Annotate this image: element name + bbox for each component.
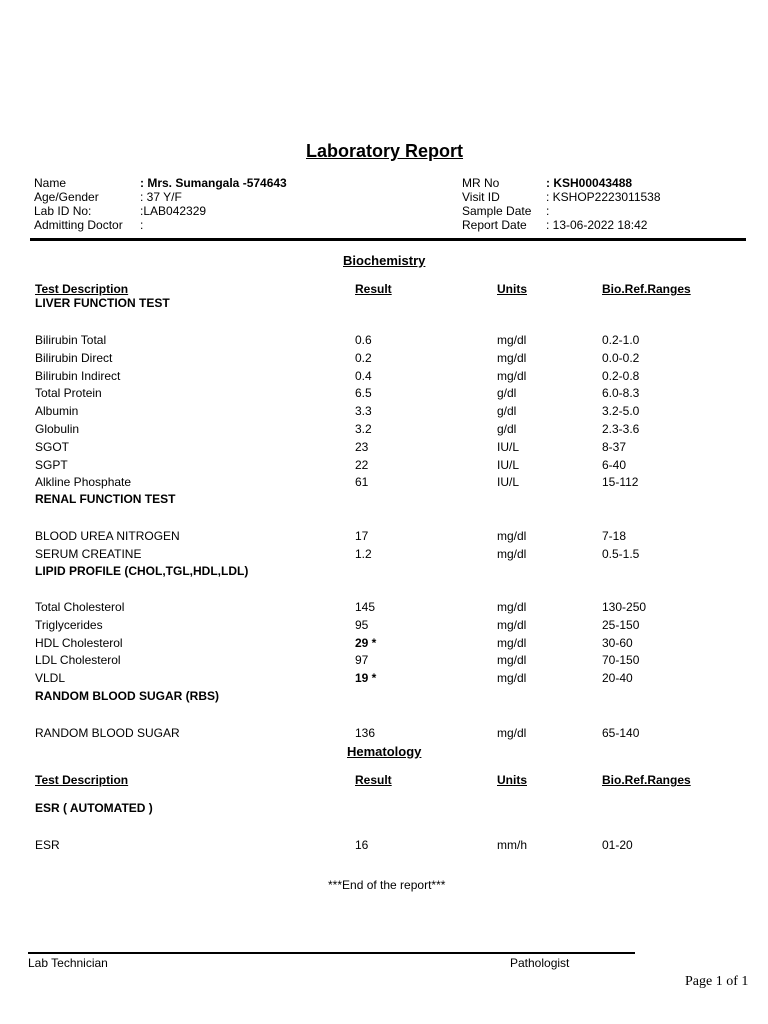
column-header-result: Result — [355, 282, 392, 296]
test-name: HDL Cholesterol — [35, 635, 123, 650]
test-name: SERUM CREATINE — [35, 546, 142, 561]
column-header-ranges: Bio.Ref.Ranges — [602, 773, 691, 787]
reference-range: 7-18 — [602, 529, 627, 543]
reference-range: 0.5-1.5 — [602, 546, 640, 561]
test-name: Total Protein — [35, 386, 102, 401]
patient-right-label-2: Sample Date — [462, 204, 532, 218]
result-value: 22 — [355, 457, 369, 472]
test-name: Bilirubin Indirect — [35, 368, 121, 383]
lab-technician-label: Lab Technician — [28, 956, 108, 970]
units-value: IU/L — [497, 439, 520, 454]
test-name: Alkline Phosphate — [35, 475, 132, 490]
reference-range: 15-112 — [602, 475, 639, 490]
units-value: mg/dl — [497, 368, 527, 383]
footer-divider — [28, 952, 635, 954]
units-value: mg/dl — [497, 546, 527, 561]
reference-range: 2.3-3.6 — [602, 422, 640, 436]
reference-range: 01-20 — [602, 838, 633, 852]
test-group-title: RANDOM BLOOD SUGAR (RBS) — [35, 689, 219, 703]
section-heading-biochemistry: Biochemistry — [343, 253, 426, 268]
test-group-title: RENAL FUNCTION TEST — [35, 492, 176, 506]
reference-range: 8-37 — [602, 439, 627, 454]
reference-range: 130-250 — [602, 600, 647, 614]
reference-range: 3.2-5.0 — [602, 404, 640, 419]
test-name: SGOT — [35, 439, 70, 454]
units-value: g/dl — [497, 404, 517, 419]
units-value: IU/L — [497, 457, 520, 472]
test-name: Globulin — [35, 422, 80, 436]
reference-range: 30-60 — [602, 635, 633, 650]
reference-range: 65-140 — [602, 726, 640, 740]
units-value: mg/dl — [497, 333, 527, 347]
test-group-title: ESR ( AUTOMATED ) — [35, 801, 153, 815]
test-name: Bilirubin Direct — [35, 350, 113, 365]
test-group-title: LIPID PROFILE (CHOL,TGL,HDL,LDL) — [35, 564, 249, 578]
test-group-title: LIVER FUNCTION TEST — [35, 296, 170, 310]
result-value: 95 — [355, 617, 369, 632]
reference-range: 20-40 — [602, 671, 633, 686]
result-value: 1.2 — [355, 546, 372, 561]
result-value: 0.6 — [355, 333, 372, 347]
units-value: mg/dl — [497, 635, 527, 650]
result-value: 17 — [355, 529, 369, 543]
result-value: 145 — [355, 600, 376, 614]
result-value: 6.5 — [355, 386, 372, 401]
page-number: Page 1 of 1 — [685, 974, 749, 989]
result-value: 16 — [355, 838, 369, 852]
reference-range: 70-150 — [602, 653, 640, 668]
patient-right-value-2: : — [546, 204, 550, 218]
units-value: IU/L — [497, 475, 520, 490]
units-value: g/dl — [497, 386, 517, 401]
patient-left-value-2: :LAB042329 — [140, 204, 207, 218]
pathologist-label: Pathologist — [510, 956, 570, 970]
patient-right-label-1: Visit ID — [462, 190, 500, 204]
header-divider — [30, 238, 746, 241]
result-value: 0.2 — [355, 350, 372, 365]
end-of-report-note: ***End of the report*** — [328, 878, 446, 892]
patient-right-label-0: MR No — [462, 176, 500, 190]
units-value: mm/h — [497, 838, 527, 852]
column-header-ranges: Bio.Ref.Ranges — [602, 282, 691, 296]
report-title: Laboratory Report — [306, 141, 464, 161]
reference-range: 6-40 — [602, 457, 627, 472]
reference-range: 6.0-8.3 — [602, 386, 640, 401]
patient-right-value-1: : KSHOP2223011538 — [546, 190, 661, 204]
units-value: mg/dl — [497, 529, 527, 543]
test-name: RANDOM BLOOD SUGAR — [35, 726, 180, 740]
patient-left-label-2: Lab ID No: — [34, 204, 92, 218]
test-name: Triglycerides — [35, 617, 103, 632]
test-name: Bilirubin Total — [35, 333, 107, 347]
result-value: 3.2 — [355, 422, 372, 436]
units-value: mg/dl — [497, 350, 527, 365]
flagged-result-value: 19 * — [355, 671, 377, 686]
patient-left-label-0: Name — [34, 176, 67, 190]
result-value: 23 — [355, 439, 369, 454]
test-name: Albumin — [35, 404, 79, 419]
patient-right-value-3: : 13-06-2022 18:42 — [546, 218, 648, 232]
flagged-result-value: 29 * — [355, 635, 377, 650]
units-value: g/dl — [497, 422, 517, 436]
patient-left-value-1: : 37 Y/F — [140, 190, 182, 204]
units-value: mg/dl — [497, 726, 527, 740]
test-name: VLDL — [35, 671, 66, 686]
test-name: Total Cholesterol — [35, 600, 125, 614]
patient-right-value-0: : KSH00043488 — [546, 176, 633, 190]
column-header-result: Result — [355, 773, 392, 787]
test-name: BLOOD UREA NITROGEN — [35, 529, 180, 543]
reference-range: 25-150 — [602, 617, 640, 632]
units-value: mg/dl — [497, 653, 527, 668]
test-name: LDL Cholesterol — [35, 653, 121, 668]
patient-left-value-3: : — [140, 218, 144, 232]
units-value: mg/dl — [497, 600, 527, 614]
units-value: mg/dl — [497, 671, 527, 686]
patient-left-value-0: : Mrs. Sumangala -574643 — [140, 176, 287, 190]
column-header-units: Units — [497, 282, 527, 296]
section-heading-hematology: Hematology — [347, 744, 422, 759]
column-header-units: Units — [497, 773, 527, 787]
units-value: mg/dl — [497, 617, 527, 632]
result-value: 61 — [355, 475, 369, 490]
reference-range: 0.2-1.0 — [602, 333, 640, 347]
column-header-description: Test Description — [35, 282, 129, 296]
reference-range: 0.0-0.2 — [602, 350, 640, 365]
test-name: SGPT — [35, 457, 68, 472]
result-value: 136 — [355, 726, 376, 740]
patient-right-label-3: Report Date — [462, 218, 527, 232]
result-value: 0.4 — [355, 368, 372, 383]
patient-left-label-1: Age/Gender — [34, 190, 99, 204]
reference-range: 0.2-0.8 — [602, 368, 640, 383]
test-name: ESR — [35, 838, 60, 852]
result-value: 97 — [355, 653, 369, 668]
result-value: 3.3 — [355, 404, 372, 419]
column-header-description: Test Description — [35, 773, 129, 787]
patient-left-label-3: Admitting Doctor — [34, 218, 123, 232]
